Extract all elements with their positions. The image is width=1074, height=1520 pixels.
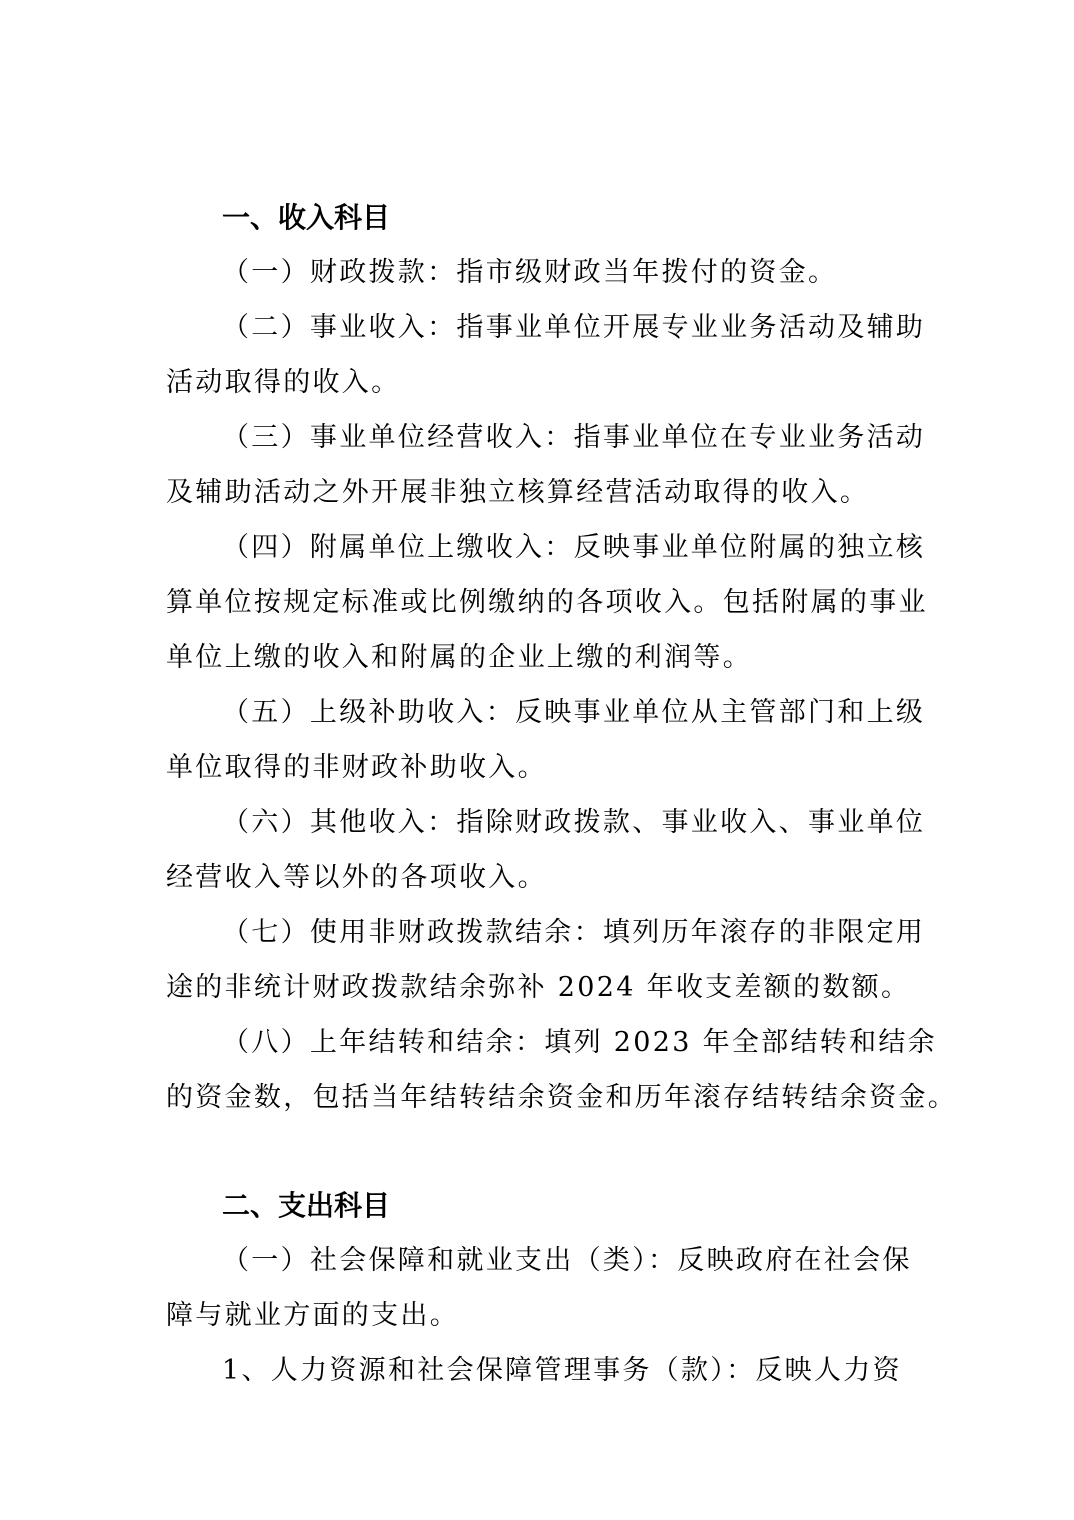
paragraph-line: 活动取得的收入。: [166, 367, 401, 398]
paragraph-line: （五）上级补助收入：反映事业单位从主管部门和上级: [222, 697, 926, 728]
income-item-4: [166, 520, 928, 685]
paragraph-line: 单位取得的非财政补助收入。: [166, 752, 547, 783]
income-item-2: [166, 300, 926, 410]
paragraph-line: 1、人力资源和社会保障管理事务（款）：反映人力资: [222, 1355, 902, 1386]
income-item-7: [166, 905, 926, 1015]
income-item-6: [166, 795, 926, 905]
paragraph-line: （二）事业收入：指事业单位开展专业业务活动及辅助: [222, 312, 926, 343]
paragraph-line: （一）财政拨款：指市级财政当年拨付的资金。: [222, 257, 838, 288]
paragraph-line: 及辅助活动之外开展非独立核算经营活动取得的收入。: [166, 477, 870, 508]
expenditure-item-2: [166, 1343, 916, 1398]
income-item-5: [166, 685, 926, 795]
section-spacer: [166, 1125, 916, 1178]
paragraph-line: （七）使用非财政拨款结余：填列历年滚存的非限定用: [222, 917, 926, 948]
section-heading-expenditure: 二、支出科目: [222, 1189, 391, 1222]
expenditure-item-1: [166, 1233, 916, 1343]
paragraph-line: 单位上缴的收入和附属的企业上缴的利润等。: [166, 642, 752, 673]
income-item-1: [166, 245, 916, 300]
document-body: [166, 190, 958, 1398]
paragraph-line: （四）附属单位上缴收入：反映事业单位附属的独立核: [222, 532, 926, 563]
paragraph-line: 途的非统计财政拨款结余弥补 2024 年收支差额的数额。: [166, 972, 911, 1003]
paragraph-line: 障与就业方面的支出。: [166, 1300, 459, 1331]
paragraph-line: （三）事业单位经营收入：指事业单位在专业业务活动: [222, 422, 926, 453]
paragraph-line: 经营收入等以外的各项收入。: [166, 862, 547, 893]
income-item-3: [166, 410, 926, 520]
paragraph-line: （八）上年结转和结余：填列 2023 年全部结转和结余: [222, 1027, 937, 1058]
section-heading-income: 一、收入科目: [222, 201, 391, 234]
income-item-8: [166, 1015, 958, 1125]
paragraph-line: （六）其他收入：指除财政拨款、事业收入、事业单位: [222, 807, 926, 838]
paragraph-line: 的资金数，包括当年结转结余资金和历年滚存结转结余资金。: [166, 1082, 958, 1113]
paragraph-line: （一）社会保障和就业支出（类）：反映政府在社会保: [222, 1245, 912, 1276]
paragraph-line: 算单位按规定标准或比例缴纳的各项收入。包括附属的事业: [166, 587, 928, 618]
